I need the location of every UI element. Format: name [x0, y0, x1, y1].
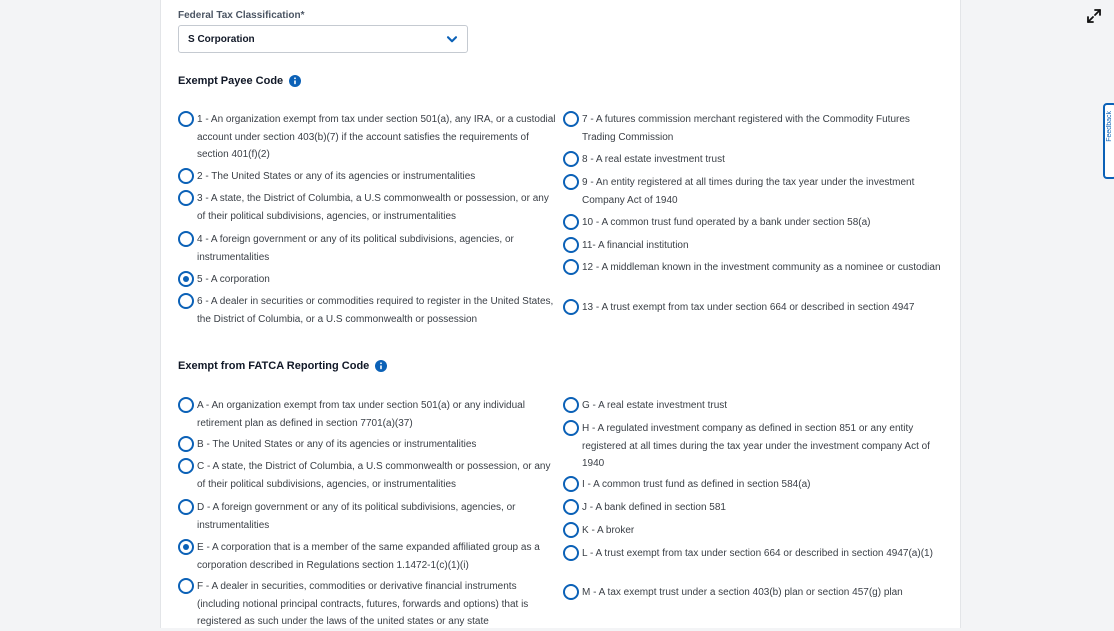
radio-label: 3 - A state, the District of Columbia, a U.S commonwealth or possession, or any of their political subdivisions, agencies, or instrumentalities: [197, 193, 549, 222]
radio-button[interactable]: [563, 476, 579, 492]
radio-option-b[interactable]: [178, 436, 557, 454]
radio-label: 9 - An entity registered at all times during the tax year under the investment Company Act of 1940: [582, 177, 915, 206]
radio-button[interactable]: [563, 259, 579, 275]
radio-option-12[interactable]: [563, 259, 942, 277]
radio-option-c[interactable]: [178, 458, 557, 493]
radio-button[interactable]: [178, 111, 194, 127]
radio-label: J - A bank defined in section 581: [582, 502, 726, 513]
radio-option-10[interactable]: [563, 214, 942, 232]
radio-option-3[interactable]: [178, 190, 557, 225]
radio-button[interactable]: [563, 522, 579, 538]
radio-button[interactable]: [178, 293, 194, 309]
radio-label: A - An organization exempt from tax under section 501(a) or any individual retirement plan as defined in section 7701(a)(37): [197, 400, 525, 429]
federal-tax-classification-label: Federal Tax Classification*: [178, 10, 305, 21]
radio-label: E - A corporation that is a member of the same expanded affiliated group as a corporation described in Regulations section 1.1472-1(c)(1)(i): [197, 542, 540, 571]
radio-label: 5 - A corporation: [197, 274, 270, 285]
radio-option-k[interactable]: [563, 522, 942, 540]
radio-button[interactable]: [563, 214, 579, 230]
radio-label: 11- A financial institution: [582, 240, 689, 251]
radio-option-j[interactable]: [563, 499, 942, 517]
federal-tax-classification-select[interactable]: [178, 25, 468, 53]
feedback-label: Feedback: [1106, 111, 1113, 142]
radio-button[interactable]: [178, 168, 194, 184]
exempt-payee-title: Exempt Payee Code: [178, 75, 284, 87]
radio-label: G - A real estate investment trust: [582, 400, 728, 411]
radio-button[interactable]: [178, 578, 194, 594]
radio-option-13[interactable]: [563, 299, 942, 317]
radio-option-11[interactable]: [563, 237, 942, 255]
chevron-down-icon: [446, 33, 458, 45]
radio-option-m[interactable]: [563, 584, 942, 602]
radio-option-8[interactable]: [563, 151, 942, 169]
radio-button[interactable]: [563, 499, 579, 515]
radio-label: 2 - The United States or any of its agencies or instrumentalities: [197, 171, 476, 182]
tax-form-panel: [160, 0, 961, 628]
radio-option-d[interactable]: [178, 499, 557, 534]
radio-button[interactable]: [563, 545, 579, 561]
radio-label: F - A dealer in securities, commodities or derivative financial instruments (including notional principal contracts, futures, forwards and options) that is registered as such under the laws of the united states or any state: [197, 581, 529, 627]
radio-label: 6 - A dealer in securities or commodities required to register in the United States, the District of Columbia, or a U.S commonwealth or possession: [197, 296, 554, 325]
radio-label: D - A foreign government or any of its political subdivisions, agencies, or instrumentalities: [197, 502, 516, 531]
radio-button-selected[interactable]: [178, 271, 194, 287]
radio-option-5[interactable]: [178, 271, 557, 289]
radio-button[interactable]: [178, 231, 194, 247]
radio-button[interactable]: [563, 111, 579, 127]
exempt-payee-heading: [178, 75, 301, 87]
info-icon[interactable]: [375, 360, 387, 372]
radio-option-6[interactable]: [178, 293, 557, 328]
federal-tax-classification-value: S Corporation: [188, 34, 255, 45]
radio-label: H - A regulated investment company as defined in section 851 or any entity registered at all times during the tax year under the investment company Act of 1940: [582, 423, 930, 469]
feedback-tab[interactable]: [1103, 103, 1114, 179]
radio-button-selected[interactable]: [178, 539, 194, 555]
radio-option-g[interactable]: [563, 397, 942, 415]
radio-label: 4 - A foreign government or any of its political subdivisions, agencies, or instrumentalities: [197, 234, 514, 263]
radio-label: I - A common trust fund as defined in section 584(a): [582, 479, 811, 490]
radio-label: M - A tax exempt trust under a section 403(b) plan or section 457(g) plan: [582, 587, 903, 598]
radio-option-e[interactable]: [178, 539, 557, 574]
radio-label: 8 - A real estate investment trust: [582, 154, 725, 165]
radio-option-1[interactable]: [178, 111, 557, 164]
radio-label: 12 - A middleman known in the investment community as a nominee or custodian: [582, 262, 941, 273]
radio-button[interactable]: [178, 397, 194, 413]
radio-option-f[interactable]: [178, 578, 557, 631]
radio-button[interactable]: [178, 436, 194, 452]
radio-option-h[interactable]: [563, 420, 942, 473]
radio-option-7[interactable]: [563, 111, 942, 146]
radio-label: 7 - A futures commission merchant registered with the Commodity Futures Trading Commission: [582, 114, 910, 143]
radio-button[interactable]: [178, 458, 194, 474]
radio-button[interactable]: [178, 499, 194, 515]
radio-button[interactable]: [563, 584, 579, 600]
expand-icon[interactable]: [1086, 8, 1102, 24]
radio-label: 1 - An organization exempt from tax under section 501(a), any IRA, or a custodial account under section 403(b)(7) if the account satisfies the requirements of section 401(f)(2): [197, 114, 556, 160]
radio-label: B - The United States or any of its agencies or instrumentalities: [197, 439, 477, 450]
radio-label: L - A trust exempt from tax under section 664 or described in section 4947(a)(1): [582, 548, 933, 559]
radio-option-i[interactable]: [563, 476, 942, 494]
info-icon[interactable]: [289, 75, 301, 87]
fatca-heading: [178, 360, 387, 372]
radio-option-9[interactable]: [563, 174, 942, 209]
radio-button[interactable]: [563, 174, 579, 190]
radio-button[interactable]: [563, 299, 579, 315]
radio-option-4[interactable]: [178, 231, 557, 266]
radio-label: C - A state, the District of Columbia, a U.S commonwealth or possession, or any of their political subdivisions, agencies, or instrumentalities: [197, 461, 551, 490]
radio-button[interactable]: [563, 397, 579, 413]
fatca-title: Exempt from FATCA Reporting Code: [178, 360, 370, 372]
radio-label: 13 - A trust exempt from tax under section 664 or described in section 4947: [582, 302, 915, 313]
radio-option-a[interactable]: [178, 397, 557, 432]
radio-button[interactable]: [178, 190, 194, 206]
radio-label: 10 - A common trust fund operated by a bank under section 58(a): [582, 217, 871, 228]
radio-button[interactable]: [563, 237, 579, 253]
radio-option-l[interactable]: [563, 545, 942, 563]
radio-option-2[interactable]: [178, 168, 557, 186]
radio-button[interactable]: [563, 420, 579, 436]
radio-button[interactable]: [563, 151, 579, 167]
radio-label: K - A broker: [582, 525, 635, 536]
